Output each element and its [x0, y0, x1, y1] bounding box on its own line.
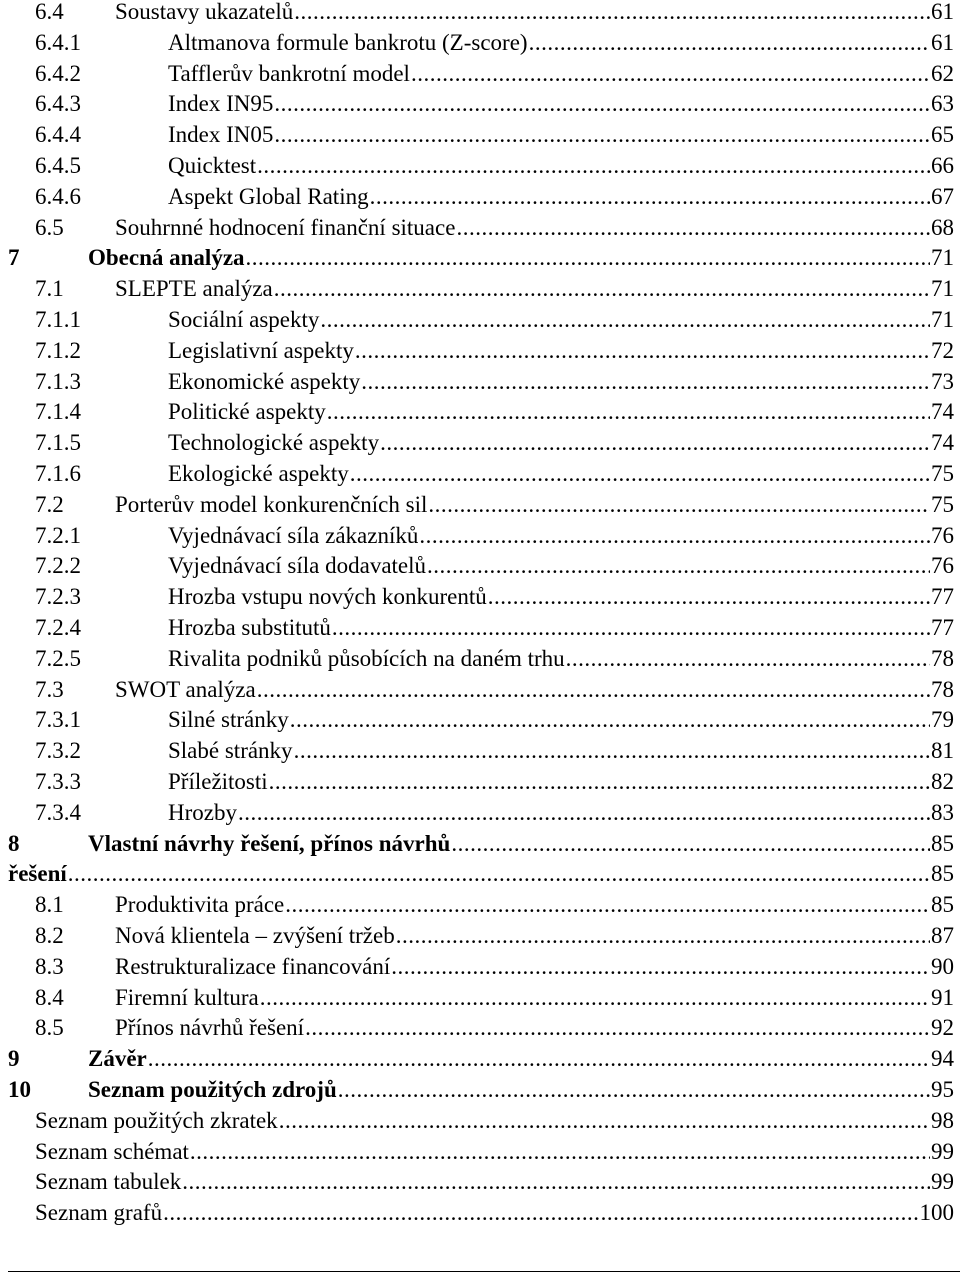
- toc-entry-title: Tafflerův bankrotní model: [168, 60, 410, 86]
- dot-leader: [332, 613, 930, 643]
- dot-leader: [279, 1106, 930, 1136]
- toc-entry[interactable]: [35, 1198, 954, 1228]
- toc-entry-page-number: 78: [931, 645, 954, 671]
- dot-leader: [396, 921, 930, 951]
- toc-entry-page-number: 79: [931, 707, 954, 733]
- toc-entry-title: Silné stránky: [168, 707, 289, 733]
- toc-entry-page-number: 100: [919, 1200, 954, 1226]
- toc-entry-number: 7.3.3: [35, 769, 81, 794]
- toc-entry-page-number: 77: [931, 584, 954, 610]
- dot-leader: [488, 582, 930, 612]
- toc-entry-page-number: 74: [931, 399, 954, 425]
- toc-entry[interactable]: [35, 336, 954, 366]
- dot-leader: [451, 829, 930, 859]
- toc-entry-title: Aspekt Global Rating: [168, 183, 369, 209]
- dot-leader: [391, 952, 930, 982]
- dot-leader: [190, 1137, 930, 1167]
- toc-entry-page-number: 62: [931, 60, 954, 86]
- dot-leader: [361, 367, 930, 397]
- dot-leader: [456, 213, 930, 243]
- toc-entry-page-number: 94: [931, 1046, 954, 1072]
- dot-leader: [274, 89, 930, 119]
- toc-entry[interactable]: [35, 274, 954, 304]
- toc-entry-title: Obecná analýza: [88, 245, 245, 271]
- toc-entry-page-number: 66: [931, 153, 954, 178]
- toc-entry-title: Seznam schémat: [35, 1138, 189, 1164]
- toc-entry[interactable]: [35, 921, 954, 951]
- toc-entry-number: 7.2.4: [35, 615, 81, 640]
- toc-entry-title: Hrozba substitutů: [168, 615, 331, 640]
- dot-leader: [246, 243, 930, 273]
- toc-entry[interactable]: [35, 1013, 954, 1043]
- toc-entry-number: 7.1.3: [35, 368, 81, 394]
- toc-entry-number: 7.1: [35, 276, 64, 302]
- toc-entry-number: 6.5: [35, 214, 64, 240]
- toc-entry[interactable]: [35, 28, 954, 58]
- dot-leader: [68, 859, 930, 889]
- toc-entry-number: 8: [8, 830, 20, 856]
- dot-leader: [411, 59, 930, 89]
- toc-entry-page-number: 71: [931, 245, 954, 271]
- toc-entry-page-number: 82: [931, 769, 954, 794]
- toc-entry-number: 9: [8, 1046, 20, 1072]
- dot-leader: [294, 736, 930, 766]
- toc-entry-page-number: 76: [931, 522, 954, 548]
- toc-entry-number: 10: [8, 1077, 31, 1102]
- toc-entry-number: 7.1.5: [35, 430, 81, 456]
- toc-entry-page-number: 61: [931, 29, 954, 55]
- toc-entry-number: 7.1.1: [35, 307, 81, 332]
- toc-entry-title: Hrozba vstupu nových konkurentů: [168, 584, 487, 610]
- toc-entry-number: 8.5: [35, 1015, 64, 1041]
- toc-entry-title: Slabé stránky: [168, 738, 293, 764]
- toc-entry-page-number: 72: [931, 337, 954, 363]
- toc-entry[interactable]: [35, 952, 954, 982]
- toc-entry[interactable]: [8, 1044, 954, 1074]
- toc-entry-title: Vyjednávací síla dodavatelů: [168, 553, 427, 579]
- toc-entry-page-number: 81: [931, 738, 954, 764]
- dot-leader: [428, 490, 930, 520]
- toc-entry-title: Závěr: [88, 1046, 147, 1072]
- toc-entry-number: 7.2.1: [35, 522, 81, 548]
- dot-leader: [274, 274, 930, 304]
- toc-entry-page-number: 83: [931, 799, 954, 825]
- dot-leader: [257, 675, 930, 705]
- toc-entry-title: Ekologické aspekty: [168, 461, 349, 486]
- toc-entry-page-number: 76: [931, 553, 954, 579]
- toc-entry[interactable]: [35, 582, 954, 612]
- toc-entry-page-number: 63: [931, 91, 954, 117]
- toc-entry[interactable]: [35, 613, 954, 643]
- dot-leader: [355, 336, 930, 366]
- toc-entry-page-number: 85: [931, 861, 954, 887]
- toc-entry-page-number: 91: [931, 984, 954, 1010]
- toc-entry-number: 7: [8, 245, 20, 271]
- toc-entry-title: Vyjednávací síla zákazníků: [168, 522, 419, 548]
- dot-leader: [257, 151, 930, 181]
- toc-entry[interactable]: [35, 767, 954, 797]
- dot-leader: [238, 798, 930, 828]
- toc-entry-title: SLEPTE analýza: [115, 276, 273, 302]
- toc-entry-page-number: 75: [931, 491, 954, 517]
- toc-entry-title: SWOT analýza: [115, 676, 256, 702]
- dot-leader: [305, 1013, 930, 1043]
- toc-entry[interactable]: [35, 151, 954, 181]
- dot-leader: [566, 644, 930, 674]
- toc-entry-page-number: 85: [931, 892, 954, 918]
- toc-entry-title: Sociální aspekty: [168, 307, 320, 332]
- toc-entry-title: Quicktest: [168, 153, 257, 178]
- toc-entry-page-number: 99: [931, 1138, 954, 1164]
- toc-entry-title: Seznam grafů: [35, 1200, 163, 1226]
- toc-entry-page-number: 99: [931, 1169, 954, 1195]
- dot-leader: [294, 0, 930, 27]
- dot-leader: [290, 705, 930, 735]
- dot-leader: [260, 983, 930, 1013]
- toc-entry-title: Soustavy ukazatelů: [115, 0, 294, 24]
- toc-entry-title: Altmanova formule bankrotu (Z-score): [168, 29, 528, 55]
- dot-leader: [148, 1044, 930, 1074]
- dot-leader: [163, 1198, 918, 1228]
- toc-entry-title: řešení: [8, 861, 67, 887]
- toc-entry[interactable]: [35, 428, 954, 458]
- toc-entry-number: 6.4.6: [35, 183, 81, 209]
- toc-entry-number: 7.3.1: [35, 707, 81, 733]
- toc-entry[interactable]: [35, 120, 954, 150]
- toc-entry[interactable]: [35, 1106, 954, 1136]
- toc-entry-page-number: 78: [931, 676, 954, 702]
- toc-entry[interactable]: [35, 213, 954, 243]
- toc-entry-page-number: 67: [931, 183, 954, 209]
- toc-entry[interactable]: [35, 675, 954, 705]
- toc-entry-page-number: 87: [931, 923, 954, 948]
- toc-entry-page-number: 90: [931, 953, 954, 979]
- toc-entry[interactable]: [35, 983, 954, 1013]
- toc-entry-title: Hrozby: [168, 799, 237, 825]
- dot-leader: [380, 428, 930, 458]
- toc-entry-page-number: 65: [931, 122, 954, 148]
- toc-entry-number: 7.3.4: [35, 799, 81, 825]
- toc-entry-title: Nová klientela – zvýšení tržeb: [115, 923, 395, 948]
- toc-entry-title: Produktivita práce: [115, 892, 285, 918]
- toc-entry-page-number: 68: [931, 214, 954, 240]
- toc-entry-number: 8.1: [35, 892, 64, 918]
- toc-entry-number: 6.4.3: [35, 91, 81, 117]
- toc-entry-page-number: 98: [931, 1107, 954, 1133]
- toc-entry-page-number: 71: [931, 276, 954, 302]
- toc-entry[interactable]: [35, 397, 954, 427]
- toc-entry-title: Ekonomické aspekty: [168, 368, 361, 394]
- toc-entry-number: 7.2.5: [35, 645, 81, 671]
- dot-leader: [327, 397, 930, 427]
- toc-entry-number: 6.4: [35, 0, 64, 24]
- toc-entry[interactable]: [35, 890, 954, 920]
- toc-entry-number: 7.2.2: [35, 553, 81, 579]
- toc-entry[interactable]: [35, 798, 954, 828]
- dot-leader: [269, 767, 930, 797]
- toc-entry-number: 6.4.1: [35, 29, 81, 55]
- toc-entry-number: 8.2: [35, 923, 64, 948]
- toc-entry[interactable]: [35, 644, 954, 674]
- toc-entry-number: 6.4.5: [35, 153, 81, 178]
- dot-leader: [338, 1075, 930, 1105]
- toc-entry-page-number: 73: [931, 368, 954, 394]
- toc-entry-number: 7.3: [35, 676, 64, 702]
- toc-entry-title: Porterův model konkurenčních sil: [115, 491, 428, 517]
- toc-entry-title: Legislativní aspekty: [168, 337, 354, 363]
- dot-leader: [370, 182, 930, 212]
- toc-entry[interactable]: [8, 829, 954, 859]
- toc-entry-title: Index IN95: [168, 91, 274, 117]
- toc-entry[interactable]: [35, 551, 954, 581]
- toc-entry[interactable]: [35, 1167, 954, 1197]
- toc-entry-number: 8.3: [35, 953, 64, 979]
- dot-leader: [350, 459, 930, 489]
- toc-entry-title: Přínos návrhů řešení: [115, 1015, 305, 1041]
- toc-entry-number: 7.1.2: [35, 337, 81, 363]
- toc-entry-title: Vlastní návrhy řešení, přínos návrhů: [88, 830, 451, 856]
- toc-entry-title: Technologické aspekty: [168, 430, 380, 456]
- toc-entry-title: Firemní kultura: [115, 984, 259, 1010]
- toc-entry-number: 7.2: [35, 491, 64, 517]
- toc-entry-title: Seznam použitých zdrojů: [88, 1077, 337, 1102]
- toc-entry-page-number: 71: [931, 307, 954, 332]
- toc-entry[interactable]: [8, 1075, 954, 1105]
- toc-entry-number: 7.3.2: [35, 738, 81, 764]
- toc-entry-page-number: 75: [931, 461, 954, 486]
- toc-entry-page-number: 74: [931, 430, 954, 456]
- toc-entry[interactable]: [35, 490, 954, 520]
- toc-entry-number: 6.4.2: [35, 60, 81, 86]
- toc-entry[interactable]: [35, 59, 954, 89]
- toc-entry[interactable]: [35, 705, 954, 735]
- toc-entry-page-number: 85: [931, 830, 954, 856]
- toc-entry[interactable]: [35, 305, 954, 335]
- toc-entry-page-number: 77: [931, 615, 954, 640]
- toc-entry-title: Seznam použitých zkratek: [35, 1107, 278, 1133]
- toc-entry-page-number: 95: [931, 1077, 954, 1102]
- toc-entry[interactable]: [8, 859, 954, 889]
- toc-entry-number: 6.4.4: [35, 122, 81, 148]
- toc-entry-number: 7.1.6: [35, 461, 81, 486]
- toc-entry-number: 7.1.4: [35, 399, 81, 425]
- toc-entry[interactable]: [35, 182, 954, 212]
- toc-entry[interactable]: [35, 459, 954, 489]
- toc-entry[interactable]: [35, 521, 954, 551]
- toc-entry[interactable]: [35, 1137, 954, 1167]
- toc-entry-number: 7.2.3: [35, 584, 81, 610]
- toc-entry-number: 8.4: [35, 984, 64, 1010]
- footnote-rule: [8, 1271, 960, 1272]
- toc-entry-title: Příležitosti: [168, 769, 268, 794]
- toc-entry[interactable]: [8, 243, 954, 273]
- toc-entry[interactable]: [35, 0, 954, 27]
- dot-leader: [427, 551, 930, 581]
- toc-entry-title: Restrukturalizace financování: [115, 953, 391, 979]
- toc-entry[interactable]: [35, 736, 954, 766]
- dot-leader: [419, 521, 930, 551]
- toc-entry[interactable]: [35, 367, 954, 397]
- toc-entry-title: Politické aspekty: [168, 399, 326, 425]
- dot-leader: [182, 1167, 930, 1197]
- dot-leader: [320, 305, 930, 335]
- dot-leader: [529, 28, 930, 58]
- toc-entry[interactable]: [35, 89, 954, 119]
- toc-entry-title: Index IN05: [168, 122, 274, 148]
- dot-leader: [274, 120, 930, 150]
- toc-entry-title: Seznam tabulek: [35, 1169, 182, 1195]
- toc-entry-title: Souhrnné hodnocení finanční situace: [115, 214, 456, 240]
- toc-entry-page-number: 92: [931, 1015, 954, 1041]
- toc-entry-title: Rivalita podniků působících na daném trhu: [168, 645, 565, 671]
- dot-leader: [285, 890, 930, 920]
- toc-entry-page-number: 61: [931, 0, 954, 24]
